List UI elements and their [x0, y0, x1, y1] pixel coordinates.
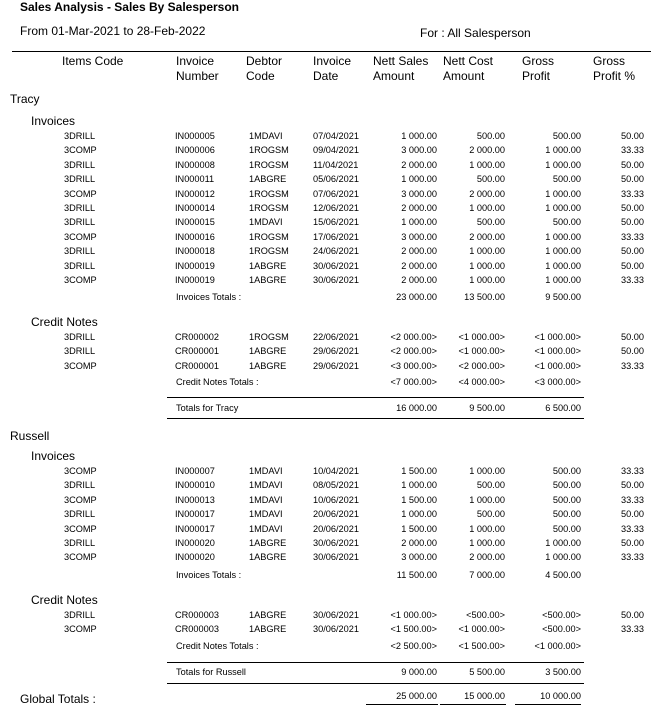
debtor-code: 1ROGSM — [249, 188, 289, 199]
table-row — [0, 361, 651, 375]
nett-sales: <3 000.00> — [390, 360, 437, 371]
gross-profit: <500.00> — [542, 624, 581, 635]
table-row — [0, 466, 651, 480]
debtor-code: 1ROGSM — [249, 246, 289, 257]
header-items-code: Items Code — [62, 54, 124, 68]
gross-profit-pct: 50.00 — [621, 217, 644, 228]
nett-sales: 1 000.00 — [401, 217, 437, 228]
invoice-number: CR000001 — [175, 360, 219, 371]
debtor-code: 1ABGRE — [249, 260, 287, 271]
totals-label: Totals for Russell — [176, 667, 246, 677]
item-code: 3COMP — [64, 494, 97, 505]
item-code: 3DRILL — [64, 174, 96, 185]
table-row — [0, 232, 651, 246]
gross-profit: 1 000.00 — [545, 246, 581, 257]
nett-sales: <1 500.00> — [390, 624, 437, 635]
global-rule-nett — [366, 704, 438, 705]
invoices-totals-row — [0, 292, 651, 306]
nett-cost: <500.00> — [466, 610, 505, 620]
item-code: 3COMP — [64, 360, 97, 371]
item-code: 3DRILL — [64, 217, 96, 228]
table-row — [0, 217, 651, 231]
nett-cost: 500.00 — [476, 131, 505, 141]
debtor-code: 1ROGSM — [249, 332, 289, 342]
totals-gross: 9 500.00 — [545, 292, 581, 302]
item-code: 3DRILL — [64, 203, 96, 213]
gross-profit-pct: 50.00 — [621, 203, 644, 213]
debtor-code: 1ABGRE — [249, 360, 287, 371]
totals-label: Invoices Totals : — [176, 292, 242, 302]
nett-sales: 2 000.00 — [401, 260, 437, 271]
gross-profit: 500.00 — [552, 523, 581, 534]
invoice-number: CR000003 — [175, 624, 219, 635]
nett-sales: 1 000.00 — [401, 174, 437, 185]
table-row — [0, 524, 651, 538]
invoice-date: 17/06/2021 — [313, 231, 359, 242]
header-nett-sales: Nett Sales Amount — [373, 54, 429, 83]
gross-profit: 500.00 — [552, 509, 581, 520]
totals-nett: 23 000.00 — [396, 292, 437, 302]
totals-rule — [167, 683, 584, 684]
debtor-code: 1ABGRE — [249, 552, 287, 563]
debtor-code: 1MDAVI — [249, 509, 283, 520]
table-row — [0, 552, 651, 566]
table-row — [0, 174, 651, 188]
totals-nett: 16 000.00 — [396, 403, 437, 413]
invoice-date: 10/04/2021 — [313, 466, 359, 476]
debtor-code: 1ROGSM — [249, 231, 289, 242]
gross-profit: <1 000.00> — [534, 346, 581, 357]
nett-sales: 1 500.00 — [401, 466, 437, 476]
nett-sales: 2 000.00 — [401, 203, 437, 213]
debtor-code: 1ABGRE — [249, 346, 287, 357]
table-row — [0, 624, 651, 638]
gross-profit: 1 000.00 — [545, 260, 581, 271]
gross-profit: 1 000.00 — [545, 538, 581, 548]
totals-cost: 5 500.00 — [469, 667, 505, 677]
gross-profit-pct: 33.33 — [621, 466, 644, 476]
totals-gross: 6 500.00 — [545, 403, 581, 413]
nett-sales: 2 000.00 — [401, 275, 437, 285]
invoice-date: 07/04/2021 — [313, 131, 359, 141]
totals-nett: 9 000.00 — [401, 667, 437, 677]
global-totals-row — [0, 691, 651, 705]
nett-cost: 1 000.00 — [469, 203, 505, 213]
totals-label: Invoices Totals : — [176, 570, 242, 580]
table-row — [0, 538, 651, 552]
item-code: 3DRILL — [64, 159, 96, 170]
item-code: 3COMP — [64, 466, 97, 476]
salesperson-totals-row — [0, 403, 651, 417]
totals-rule — [167, 397, 584, 398]
invoice-number: IN000017 — [175, 509, 215, 520]
nett-cost: 1 000.00 — [469, 538, 505, 548]
totals-rule — [167, 418, 584, 419]
nett-cost: 2 000.00 — [469, 188, 505, 199]
debtor-code: 1ABGRE — [249, 174, 287, 185]
invoice-date: 09/04/2021 — [313, 145, 359, 156]
item-code: 3COMP — [64, 624, 97, 635]
invoice-number: CR000003 — [175, 610, 219, 620]
item-code: 3DRILL — [64, 131, 96, 141]
debtor-code: 1MDAVI — [249, 480, 283, 491]
nett-sales: 1 000.00 — [401, 480, 437, 491]
global-cost: 15 000.00 — [464, 691, 505, 701]
header-debtor-code: Debtor Code — [246, 54, 283, 83]
invoice-date: 30/06/2021 — [313, 260, 359, 271]
header-invoice-number: Invoice Number — [176, 54, 219, 83]
credit-notes-totals-row — [0, 641, 651, 655]
item-code: 3DRILL — [64, 610, 96, 620]
debtor-code: 1MDAVI — [249, 217, 283, 228]
totals-gross: <3 000.00> — [534, 377, 581, 387]
item-code: 3COMP — [64, 188, 97, 199]
section-credit-notes: Credit Notes — [31, 315, 98, 329]
item-code: 3DRILL — [64, 480, 96, 491]
section-credit-notes: Credit Notes — [31, 593, 98, 607]
nett-cost: <2 000.00> — [458, 360, 505, 371]
invoice-number: IN000016 — [175, 231, 215, 242]
nett-cost: 1 000.00 — [469, 523, 505, 534]
table-row — [0, 131, 651, 145]
gross-profit: 500.00 — [552, 494, 581, 505]
gross-profit-pct: 33.33 — [621, 188, 644, 199]
gross-profit-pct: 50.00 — [621, 610, 644, 620]
nett-cost: 1 000.00 — [469, 494, 505, 505]
item-code: 3DRILL — [64, 260, 96, 271]
section-invoices: Invoices — [31, 114, 76, 128]
totals-gross: <1 000.00> — [534, 641, 581, 651]
invoice-date: 08/05/2021 — [313, 480, 359, 491]
table-row — [0, 346, 651, 360]
gross-profit-pct: 33.33 — [621, 275, 644, 285]
header-gross-profit-pct: Gross Profit % — [593, 54, 636, 83]
table-row — [0, 203, 651, 217]
debtor-code: 1MDAVI — [249, 494, 283, 505]
totals-cost: 13 500.00 — [464, 292, 505, 302]
nett-cost: <1 000.00> — [458, 346, 505, 357]
item-code: 3COMP — [64, 145, 97, 156]
nett-sales: 3 000.00 — [401, 552, 437, 563]
nett-cost: 1 000.00 — [469, 275, 505, 285]
totals-gross: 3 500.00 — [545, 667, 581, 677]
gross-profit-pct: 33.33 — [621, 624, 644, 635]
nett-sales: 1 500.00 — [401, 523, 437, 534]
invoice-date: 29/06/2021 — [313, 360, 359, 371]
invoice-number: IN000006 — [175, 145, 215, 156]
nett-cost: 1 000.00 — [469, 466, 505, 476]
invoice-number: IN000010 — [175, 480, 215, 491]
gross-profit: 1 000.00 — [545, 231, 581, 242]
invoices-totals-row — [0, 570, 651, 584]
nett-cost: 2 000.00 — [469, 145, 505, 156]
gross-profit-pct: 33.33 — [621, 523, 644, 534]
gross-profit: 500.00 — [552, 174, 581, 185]
gross-profit-pct: 33.33 — [621, 494, 644, 505]
gross-profit: 500.00 — [552, 466, 581, 476]
invoice-number: IN000020 — [175, 538, 215, 548]
item-code: 3DRILL — [64, 538, 96, 548]
invoice-date: 30/06/2021 — [313, 610, 359, 620]
invoice-date: 11/04/2021 — [313, 159, 359, 170]
salesperson-filter: For : All Salesperson — [420, 26, 531, 40]
debtor-code: 1ABGRE — [249, 610, 287, 620]
debtor-code: 1ABGRE — [249, 624, 287, 635]
totals-label: Credit Notes Totals : — [176, 377, 259, 387]
nett-sales: <2 000.00> — [390, 332, 437, 342]
item-code: 3COMP — [64, 523, 97, 534]
invoice-date: 30/06/2021 — [313, 275, 359, 285]
table-row — [0, 261, 651, 275]
invoice-date: 24/06/2021 — [313, 246, 359, 257]
table-row — [0, 160, 651, 174]
invoice-date: 07/06/2021 — [313, 188, 359, 199]
gross-profit-pct: 50.00 — [621, 332, 644, 342]
global-rule-cost — [440, 704, 506, 705]
totals-cost: <4 000.00> — [458, 377, 505, 387]
totals-label: Totals for Tracy — [176, 403, 239, 413]
totals-nett: <2 500.00> — [390, 641, 437, 651]
invoice-date: 29/06/2021 — [313, 346, 359, 357]
totals-cost: 7 000.00 — [469, 570, 505, 580]
item-code: 3DRILL — [64, 246, 96, 257]
item-code: 3COMP — [64, 231, 97, 242]
table-row — [0, 145, 651, 159]
header-rule — [12, 51, 651, 52]
gross-profit-pct: 50.00 — [621, 509, 644, 520]
totals-label: Credit Notes Totals : — [176, 641, 259, 651]
invoice-number: IN000011 — [175, 174, 215, 185]
nett-sales: 2 000.00 — [401, 159, 437, 170]
debtor-code: 1MDAVI — [249, 466, 283, 476]
gross-profit: 500.00 — [552, 217, 581, 228]
nett-cost: 1 000.00 — [469, 246, 505, 257]
debtor-code: 1ABGRE — [249, 538, 287, 548]
gross-profit-pct: 50.00 — [621, 538, 644, 548]
invoice-date: 20/06/2021 — [313, 523, 359, 534]
invoice-date: 05/06/2021 — [313, 174, 359, 185]
invoice-date: 30/06/2021 — [313, 624, 359, 635]
nett-cost: 500.00 — [476, 217, 505, 228]
gross-profit: 1 000.00 — [545, 552, 581, 563]
nett-cost: 500.00 — [476, 509, 505, 520]
nett-sales: 1 000.00 — [401, 509, 437, 520]
gross-profit: <1 000.00> — [534, 360, 581, 371]
invoice-number: IN000012 — [175, 188, 215, 199]
invoice-number: IN000019 — [175, 260, 215, 271]
totals-nett: 11 500.00 — [396, 570, 437, 580]
nett-sales: 3 000.00 — [401, 188, 437, 199]
header-nett-cost: Nett Cost Amount — [443, 54, 494, 83]
gross-profit-pct: 33.33 — [621, 231, 644, 242]
gross-profit-pct: 50.00 — [621, 174, 644, 185]
totals-nett: <7 000.00> — [390, 377, 437, 387]
gross-profit: 1 000.00 — [545, 145, 581, 156]
nett-cost: <1 000.00> — [458, 332, 505, 342]
gross-profit: <1 000.00> — [534, 332, 581, 342]
invoice-number: IN000013 — [175, 494, 215, 505]
nett-cost: 2 000.00 — [469, 552, 505, 563]
gross-profit: 500.00 — [552, 480, 581, 491]
gross-profit-pct: 50.00 — [621, 260, 644, 271]
invoice-date: 10/06/2021 — [313, 494, 359, 505]
invoice-date: 12/06/2021 — [313, 203, 359, 213]
global-rule-gross — [515, 704, 581, 705]
invoice-number: IN000020 — [175, 552, 215, 563]
invoice-date: 15/06/2021 — [313, 217, 359, 228]
gross-profit-pct: 33.33 — [621, 145, 644, 156]
salesperson-totals-row — [0, 667, 651, 681]
nett-cost: 1 000.00 — [469, 260, 505, 271]
item-code: 3DRILL — [64, 332, 96, 342]
nett-cost: <1 000.00> — [458, 624, 505, 635]
salesperson-name: Russell — [10, 429, 50, 443]
nett-sales: 2 000.00 — [401, 246, 437, 257]
nett-sales: 1 000.00 — [401, 131, 437, 141]
credit-notes-totals-row — [0, 377, 651, 391]
gross-profit-pct: 50.00 — [621, 131, 644, 141]
gross-profit: 1 000.00 — [545, 275, 581, 285]
table-row — [0, 480, 651, 494]
nett-cost: 500.00 — [476, 174, 505, 185]
gross-profit-pct: 50.00 — [621, 159, 644, 170]
debtor-code: 1ABGRE — [249, 275, 287, 285]
invoice-date: 30/06/2021 — [313, 552, 359, 563]
debtor-code: 1MDAVI — [249, 131, 283, 141]
global-gross: 10 000.00 — [540, 691, 581, 701]
gross-profit: 1 000.00 — [545, 188, 581, 199]
gross-profit: 1 000.00 — [545, 203, 581, 213]
table-row — [0, 332, 651, 346]
header-gross-profit: Gross Profit — [522, 54, 555, 83]
gross-profit: 1 000.00 — [545, 159, 581, 170]
report-title: Sales Analysis - Sales By Salesperson — [20, 0, 240, 14]
salesperson-name: Tracy — [10, 92, 40, 106]
totals-cost: <1 500.00> — [458, 641, 505, 651]
nett-cost: 2 000.00 — [469, 231, 505, 242]
totals-cost: 9 500.00 — [469, 403, 505, 413]
gross-profit-pct: 50.00 — [621, 480, 644, 491]
section-invoices: Invoices — [31, 449, 76, 463]
table-row — [0, 275, 651, 289]
nett-sales: 2 000.00 — [401, 538, 437, 548]
table-row — [0, 189, 651, 203]
gross-profit-pct: 33.33 — [621, 552, 644, 563]
totals-rule — [167, 662, 584, 663]
global-nett: 25 000.00 — [396, 691, 437, 701]
date-range: From 01-Mar-2021 to 28-Feb-2022 — [20, 24, 206, 38]
invoice-number: IN000014 — [175, 203, 215, 213]
table-row — [0, 246, 651, 260]
gross-profit: 500.00 — [552, 131, 581, 141]
header-invoice-date: Invoice Date — [313, 54, 352, 83]
invoice-number: IN000015 — [175, 217, 215, 228]
item-code: 3DRILL — [64, 346, 96, 357]
nett-cost: 1 000.00 — [469, 159, 505, 170]
gross-profit-pct: 50.00 — [621, 346, 644, 357]
nett-sales: 1 500.00 — [401, 494, 437, 505]
invoice-date: 30/06/2021 — [313, 538, 359, 548]
invoice-number: IN000008 — [175, 159, 215, 170]
invoice-number: IN000005 — [175, 131, 215, 141]
gross-profit: <500.00> — [542, 610, 581, 620]
invoice-number: IN000007 — [175, 466, 215, 476]
invoice-number: IN000019 — [175, 275, 215, 285]
debtor-code: 1ROGSM — [249, 159, 289, 170]
totals-gross: 4 500.00 — [545, 570, 581, 580]
debtor-code: 1ROGSM — [249, 145, 289, 156]
debtor-code: 1ROGSM — [249, 203, 289, 213]
nett-sales: 3 000.00 — [401, 231, 437, 242]
item-code: 3COMP — [64, 275, 97, 285]
table-row — [0, 610, 651, 624]
invoice-date: 20/06/2021 — [313, 509, 359, 520]
nett-cost: 500.00 — [476, 480, 505, 491]
item-code: 3DRILL — [64, 509, 96, 520]
nett-sales: <2 000.00> — [390, 346, 437, 357]
table-row — [0, 509, 651, 523]
invoice-number: IN000017 — [175, 523, 215, 534]
nett-sales: 3 000.00 — [401, 145, 437, 156]
invoice-number: IN000018 — [175, 246, 215, 257]
invoice-date: 22/06/2021 — [313, 332, 359, 342]
invoice-number: CR000001 — [175, 346, 219, 357]
nett-sales: <1 000.00> — [390, 610, 437, 620]
gross-profit-pct: 50.00 — [621, 246, 644, 257]
gross-profit-pct: 33.33 — [621, 360, 644, 371]
global-totals-label: Global Totals : — [20, 692, 96, 706]
item-code: 3COMP — [64, 552, 97, 563]
table-row — [0, 495, 651, 509]
invoice-number: CR000002 — [175, 332, 219, 342]
debtor-code: 1MDAVI — [249, 523, 283, 534]
